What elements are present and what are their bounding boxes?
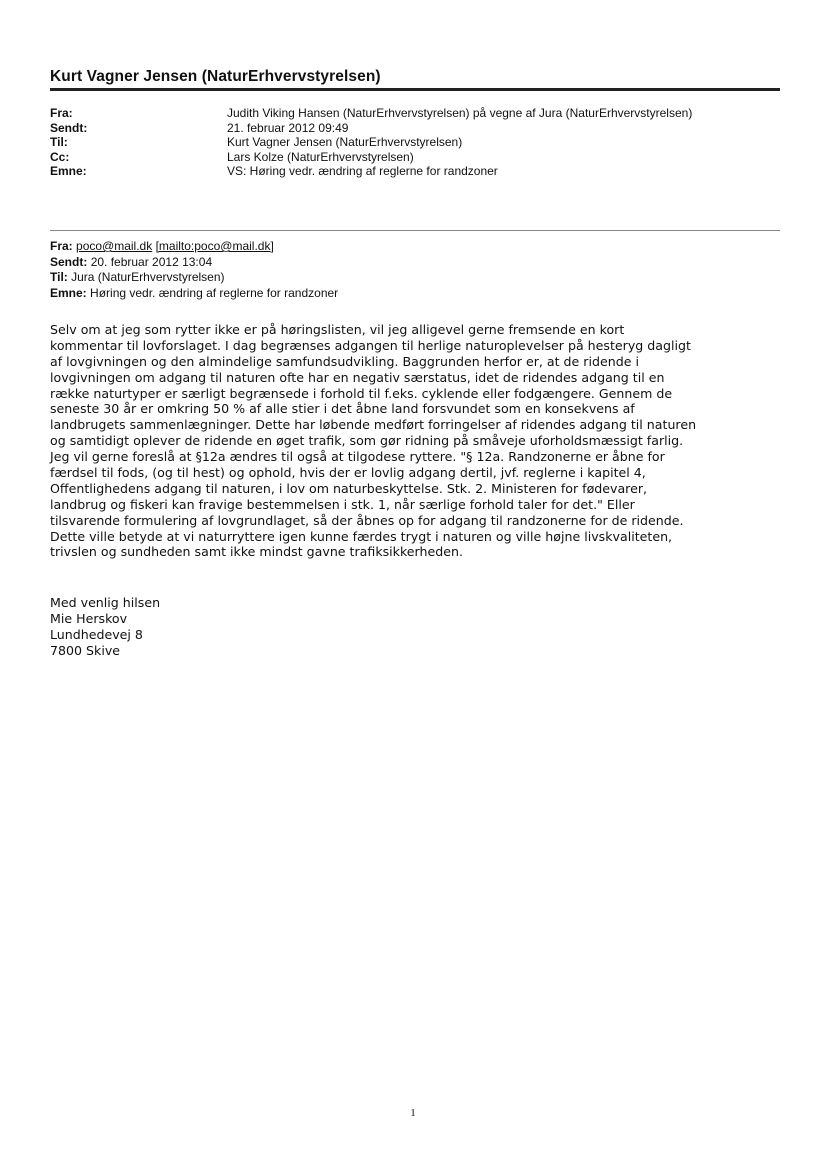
forwarded-to-label: Til:: [50, 270, 68, 284]
body-line: Offentlighedens adgang til naturen, i lov om naturbeskyttelse. Stk. 2. Ministeren for fødevarer,: [50, 480, 648, 496]
separator-line: [50, 230, 780, 231]
signature-street: Lundhedevej 8: [50, 626, 143, 642]
forwarded-to: [50, 270, 338, 286]
body-line: kommentar til lovforslaget. I dag begrænses adgangen til herlige naturoplevelser på hesteryg dagligt: [50, 337, 691, 353]
signature: [50, 595, 160, 659]
header-value: Kurt Vagner Jensen (NaturErhvervstyrelsen): [227, 135, 463, 150]
page-number: 1: [410, 1107, 416, 1119]
forwarded-sent-value: 20. februar 2012 13:04: [90, 254, 213, 269]
forwarded-subject: [50, 286, 338, 302]
body-line: af lovgivningen og den almindelige samfundsudvikling. Baggrunden herfor er, at de ridende i: [50, 353, 639, 369]
forwarded-sent-label: Sendt:: [50, 254, 88, 269]
header-row-cc: [50, 150, 692, 165]
document-title: Kurt Vagner Jensen (NaturErhvervstyrelsen): [50, 68, 381, 85]
header-value: Judith Viking Hansen (NaturErhvervstyrelsen) på vegne af Jura (NaturErhvervstyrelsen): [227, 106, 693, 120]
email-header: [50, 106, 692, 179]
header-label: Sendt:: [50, 120, 88, 135]
header-label: Fra:: [50, 106, 73, 120]
forwarded-subject-label: Emne:: [50, 285, 87, 300]
header-row-subject: [50, 164, 692, 179]
header-row-to: [50, 135, 692, 150]
forwarded-from-label: Fra:: [50, 239, 73, 253]
mailto-link[interactable]: [mailto:poco@mail.dk]: [155, 239, 274, 253]
header-row-from: [50, 106, 692, 121]
header-label: Cc:: [50, 149, 70, 164]
header-value: VS: Høring vedr. ændring af reglerne for randzoner: [227, 164, 498, 179]
forwarded-from: [50, 239, 338, 255]
header-value: 21. februar 2012 09:49: [227, 120, 349, 135]
forwarded-header: [50, 239, 338, 301]
signature-name: Mie Herskov: [50, 610, 128, 626]
forwarded-subject-value: Høring vedr. ændring af reglerne for randzoner: [90, 285, 339, 300]
forwarded-sent: [50, 255, 338, 271]
body-line: række naturtyper er særligt begrænsede i forhold til f.eks. cyklende eller fodgængere. Gennem de: [50, 385, 673, 401]
signature-city: 7800 Skive: [50, 642, 121, 658]
body-line: lovgivningen om adgang til naturen ofte har en negativ særstatus, idet de ridendes adgang til en: [50, 369, 665, 385]
body-line: Selv om at jeg som rytter ikke er på høringslisten, vil jeg alligevel gerne fremsende en kort: [50, 322, 625, 337]
body-line: seneste 30 år er omkring 50 % af alle stier i det åbne land forsvundet som en konsekvens af: [50, 401, 635, 417]
header-value: Lars Kolze (NaturErhvervstyrelsen): [227, 149, 414, 164]
sender-email-link[interactable]: poco@mail.dk: [76, 239, 153, 253]
title-rule: [50, 88, 780, 91]
body-line: og samtidigt oplever de ridende en øget trafik, som gør ridning på småveje uforholdsmæssigt farlig.: [50, 433, 684, 449]
header-label: Til:: [50, 135, 68, 150]
message-body: [50, 322, 790, 560]
body-line: Dette ville betyde at vi naturryttere igen kunne færdes trygt i naturen og ville højne livskvaliteten,: [50, 528, 673, 544]
body-line: tilsvarende formulering af lovgrundlaget, så der åbnes op for adgang til randzonerne for de ridende.: [50, 512, 684, 528]
body-line: trivslen og sundheden samt ikke mindst gavne trafiksikkerheden.: [50, 544, 463, 560]
body-line: Jeg vil gerne foreslå at §12a ændres til også at tilgodese ryttere. "§ 12a. Randzonerne er åbne for: [50, 449, 665, 465]
body-line: landbrug og fiskeri kan fravige bestemmelsen i stk. 1, når særlige forhold taler for det." Eller: [50, 496, 635, 512]
body-line: færdsel til fods, (og til hest) og ophold, hvis der er lovlig adgang dertil, jvf. reglerne i kapitel 4,: [50, 465, 646, 481]
body-line: landbrugets sammenlægninger. Dette har løbende medført forringelser af ridendes adgang til naturen: [50, 417, 697, 433]
header-label: Emne:: [50, 164, 87, 179]
forwarded-to-value: Jura (NaturErhvervstyrelsen): [71, 270, 225, 284]
signature-greeting: Med venlig hilsen: [50, 595, 161, 610]
header-row-sent: [50, 121, 692, 136]
